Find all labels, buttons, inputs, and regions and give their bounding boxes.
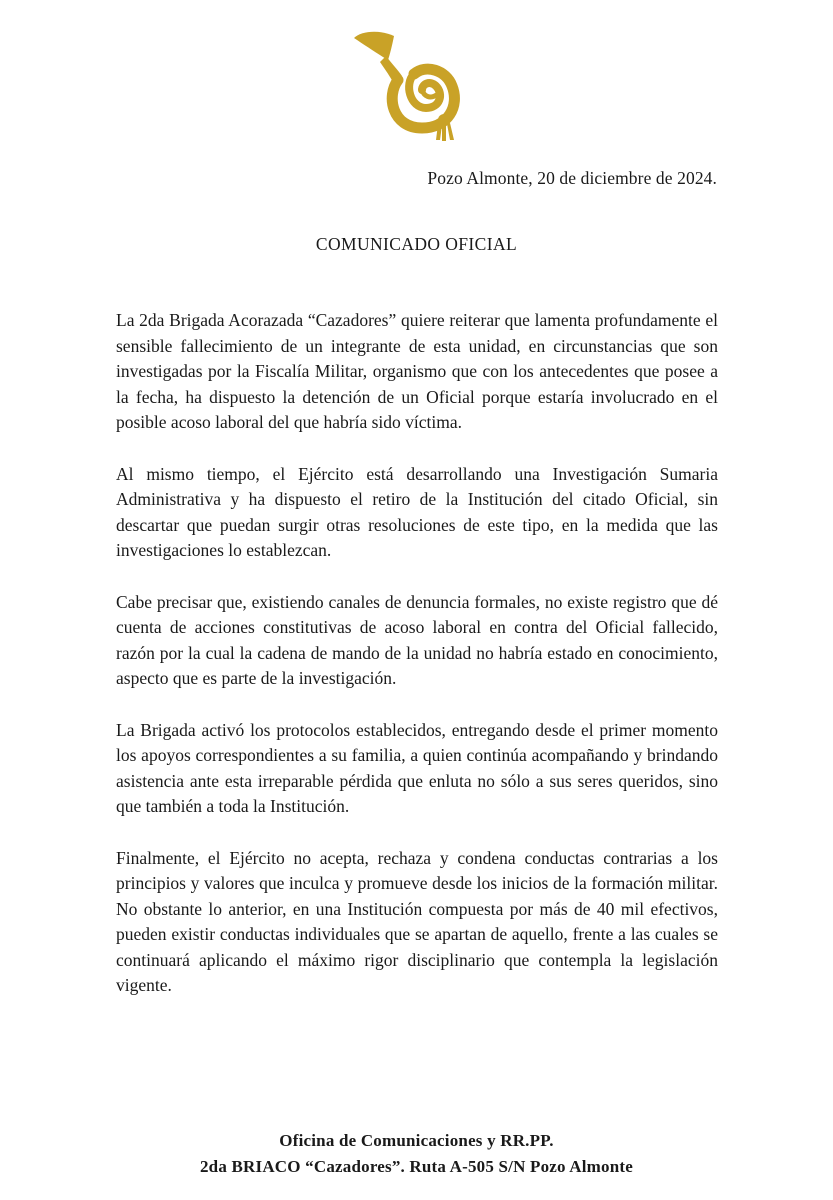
footer-office: Oficina de Comunicaciones y RR.PP. (279, 1131, 554, 1150)
page-title: COMUNICADO OFICIAL (315, 234, 518, 254)
paragraph: Cabe precisar que, existiendo canales de denuncia formales, no existe registro que dé cuenta de acciones constitutivas de acoso laboral en contra del Oficial fallecido, razón por la cual la cadena de mando de la unidad no habría estado en conocimiento, aspecto que es parte de la investigación. (116, 591, 718, 688)
paragraph: Finalmente, el Ejército no acepta, rechaza y condena conductas contrarias a los principios y valores que inculca y promueve desde los inicios de la formación militar. No obstante lo anterior, en una Institución compuesta por más de 40 mil efectivos, pueden existir conductas individuales que se apartan de aquello, frente a las cuales se continuará aplicando el máximo rigor disciplinario que contempla la legislación vigente. (116, 847, 718, 995)
footer-signature (0, 1128, 833, 1180)
footer-address: 2da BRIACO “Cazadores”. Ruta A-505 S/N Pozo Almonte (199, 1157, 633, 1176)
date-line: Pozo Almonte, 20 de diciembre de 2024. (427, 168, 717, 188)
paragraph: La Brigada activó los protocolos establecidos, entregando desde el primer momento los apoyos correspondientes a su familia, a quien continúa acompañando y brindando asistencia ante esta irreparable pérdida que enluta no sólo a sus seres queridos, sino que también a toda la Institución. (116, 719, 718, 816)
hunting-horn-icon (352, 24, 472, 142)
document-body (116, 308, 718, 1025)
paragraph: La 2da Brigada Acorazada “Cazadores” quiere reiterar que lamenta profundamente el sensible fallecimiento de un integrante de esta unidad, en circunstancias que son investigadas por la Fiscalía Militar, organismo que con los antecedentes que posee a la fecha, ha dispuesto la detención de un Oficial porque estaría involucrado en el posible acoso laboral del que habría sido víctima. (116, 310, 718, 432)
paragraph: Al mismo tiempo, el Ejército está desarrollando una Investigación Sumaria Administrativa y ha dispuesto el retiro de la Institución del citado Oficial, sin descartar que puedan surgir otras resoluciones de este tipo, en la medida que las investigaciones lo establezcan. (116, 463, 718, 560)
